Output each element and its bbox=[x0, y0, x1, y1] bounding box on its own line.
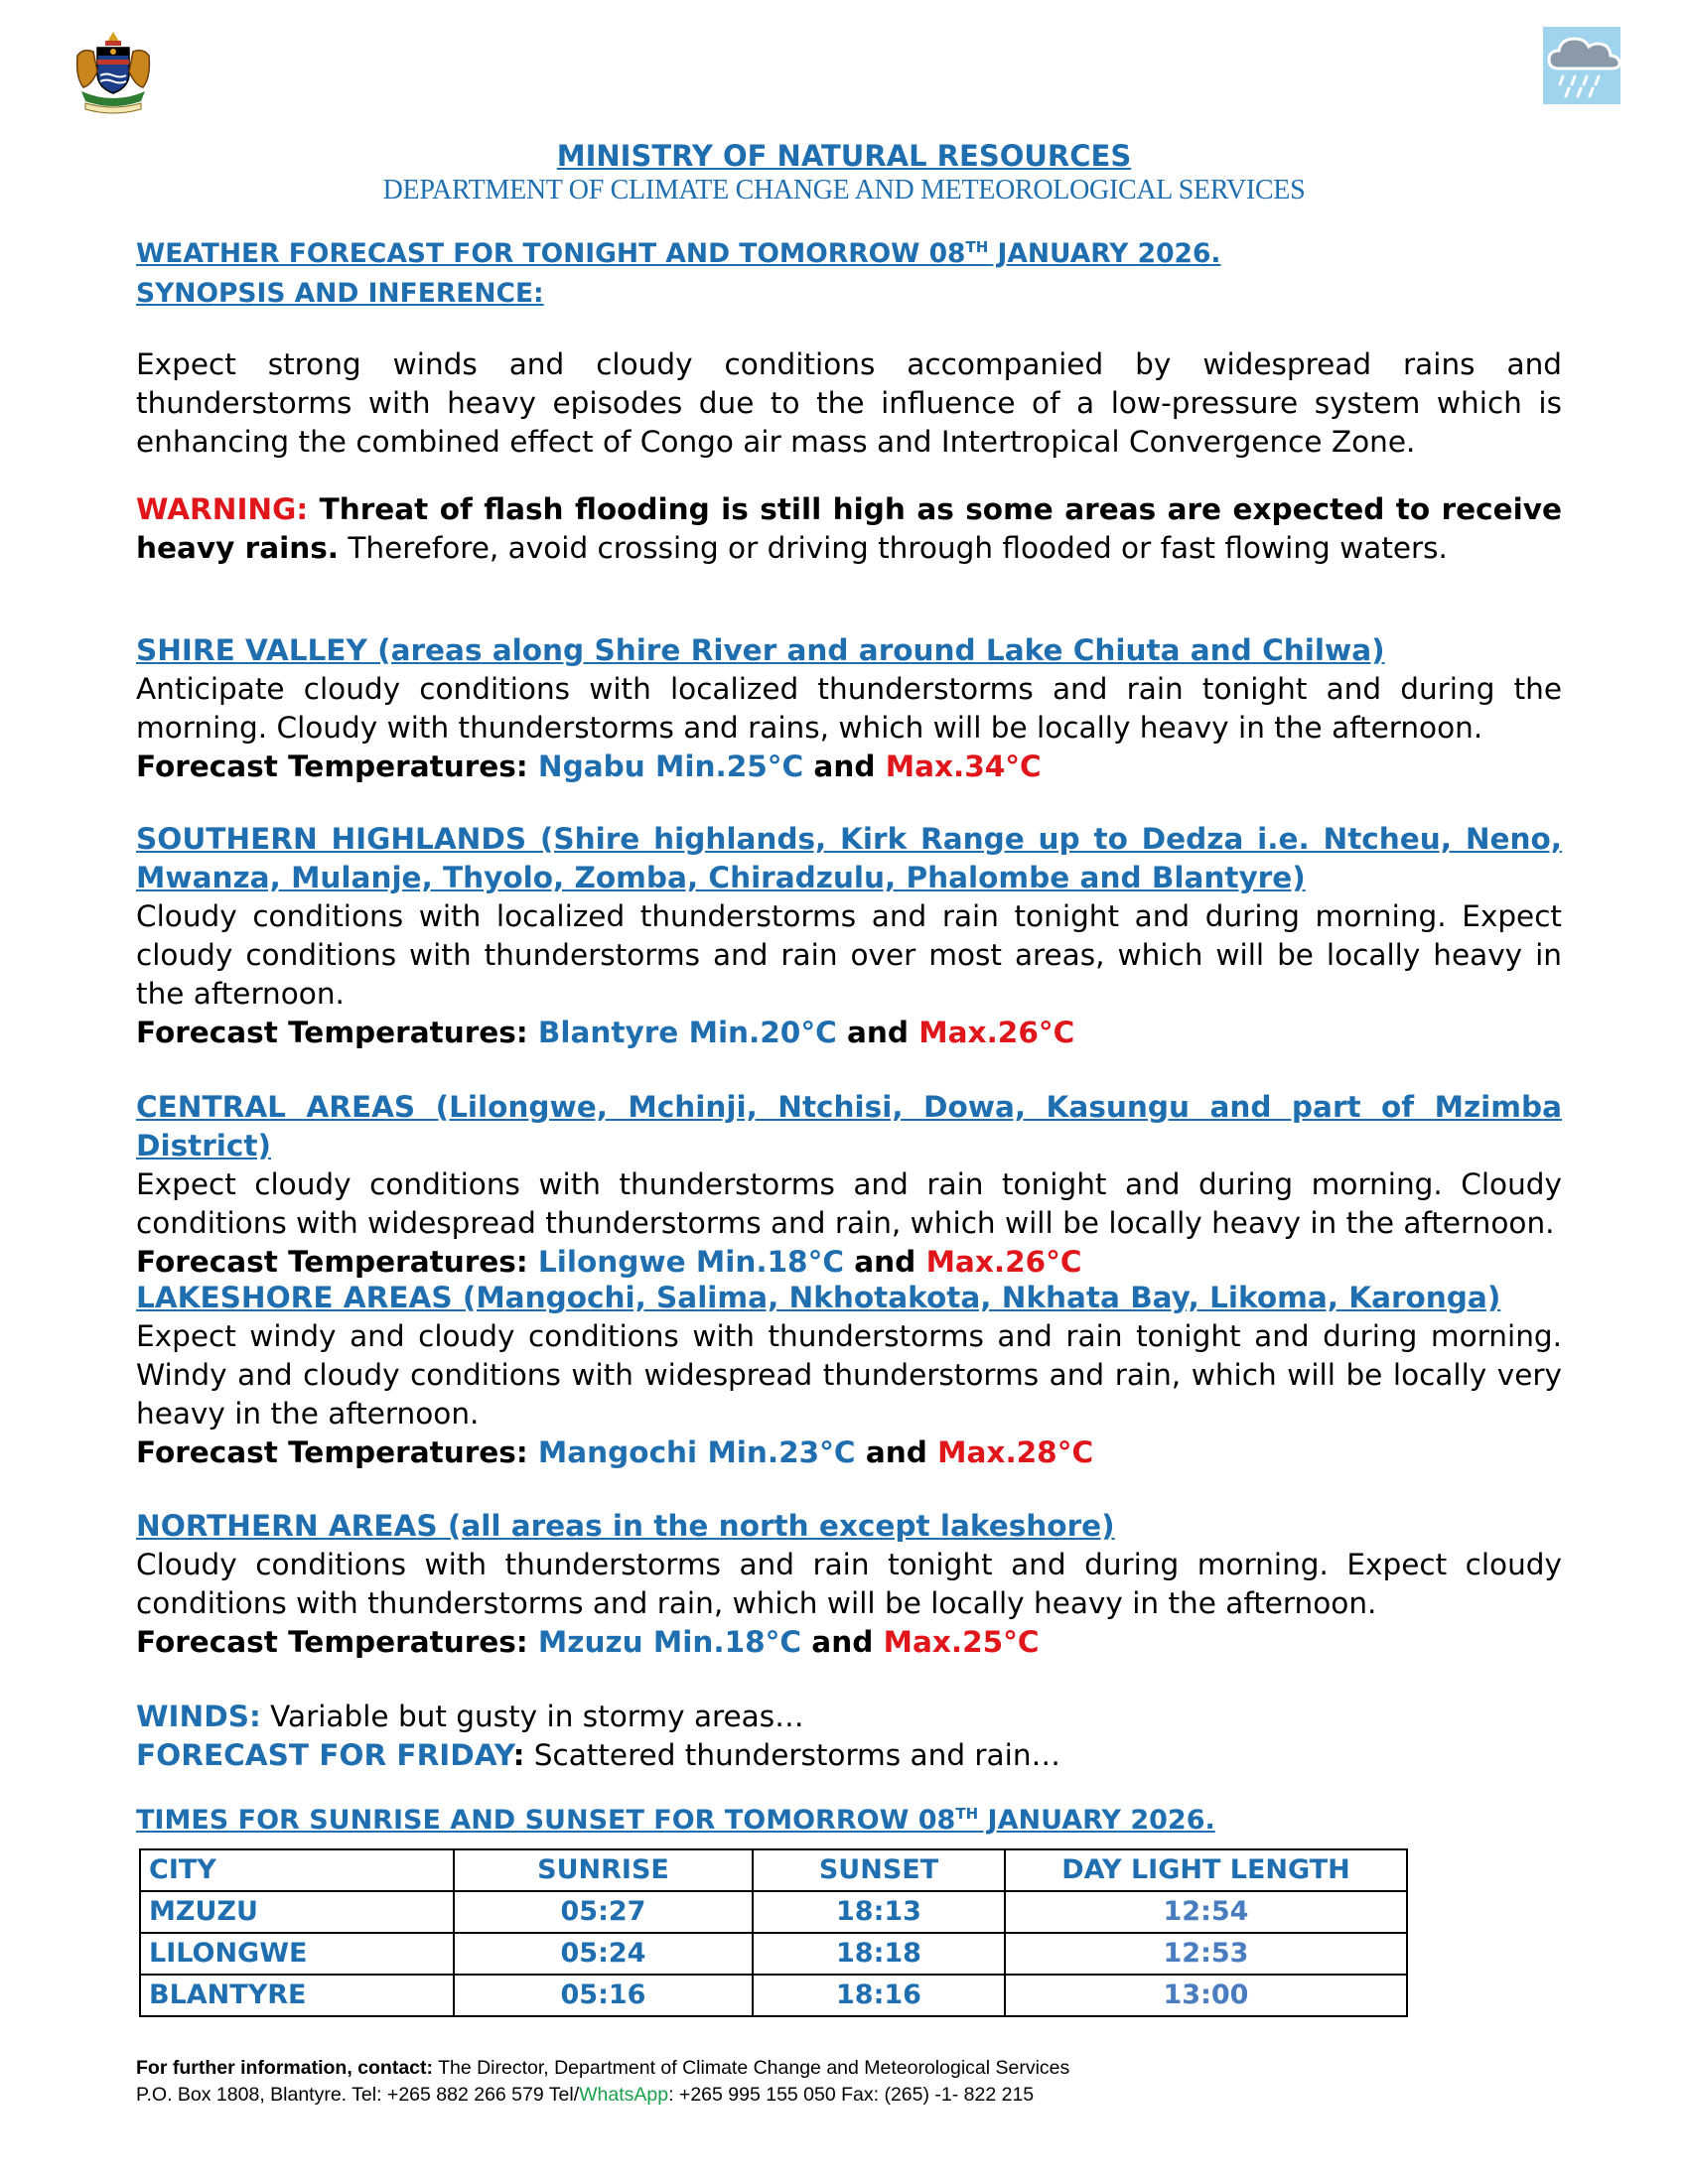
table-cell-sunrise: 05:16 bbox=[454, 1975, 753, 2016]
max-temp: Max.26°C bbox=[925, 1245, 1082, 1279]
table-cell-daylight: 12:53 bbox=[1005, 1933, 1407, 1975]
forecast-temperatures: Forecast Temperatures: Lilongwe Min.18°C and Max.26°C bbox=[136, 1245, 1082, 1279]
table-row bbox=[140, 1933, 1407, 1975]
warning-text: Therefore, avoid crossing or driving through flooded or fast flowing waters. bbox=[338, 531, 1448, 565]
forecast-title: WEATHER FORECAST FOR TONIGHT AND TOMORROW 08TH JANUARY 2026. bbox=[136, 238, 1221, 269]
table-cell-sunrise: 05:24 bbox=[454, 1933, 753, 1975]
min-temp: Mzuzu Min.18°C bbox=[537, 1625, 802, 1659]
synopsis-title: SYNOPSIS AND INFERENCE: bbox=[136, 278, 544, 309]
warning-label: WARNING: bbox=[136, 492, 309, 526]
region-section bbox=[136, 820, 1562, 1052]
region-section bbox=[136, 631, 1562, 786]
min-temp: Ngabu Min.25°C bbox=[537, 750, 804, 783]
department-title: DEPARTMENT OF CLIMATE CHANGE AND METEOROLOGICAL SERVICES bbox=[382, 175, 1306, 205]
winds-label: WINDS: bbox=[136, 1700, 261, 1733]
table-cell-sunset: 18:13 bbox=[753, 1891, 1005, 1933]
table-cell-city: LILONGWE bbox=[140, 1933, 454, 1975]
table-cell-sunrise: 05:27 bbox=[454, 1891, 753, 1933]
table-cell-city: MZUZU bbox=[140, 1891, 454, 1933]
region-text: Expect windy and cloudy conditions with thunderstorms and rain tonight and during morning. Windy and cloudy conditions with widespread thunderstorms and rain, which will be locally very heavy in the afternoon. bbox=[136, 1319, 1562, 1431]
region-title: CENTRAL AREAS (Lilongwe, Mchinji, Ntchisi, Dowa, Kasungu and part of Mzimba District) bbox=[136, 1090, 1562, 1162]
min-temp: Lilongwe Min.18°C bbox=[537, 1245, 844, 1279]
region-title: NORTHERN AREAS (all areas in the north except lakeshore) bbox=[136, 1509, 1115, 1543]
region-title: LAKESHORE AREAS (Mangochi, Salima, Nkhotakota, Nkhata Bay, Likoma, Karonga) bbox=[136, 1281, 1501, 1314]
table-header-sunset: SUNSET bbox=[753, 1849, 1005, 1891]
warning-paragraph bbox=[136, 490, 1562, 568]
max-temp: Max.34°C bbox=[885, 750, 1042, 783]
footer-line-2: P.O. Box 1808, Blantyre. Tel: +265 882 266 579 Tel/WhatsApp: +265 995 155 050 Fax: (265) -1- 822 215 bbox=[136, 2084, 1035, 2106]
friday-forecast-line: FORECAST FOR FRIDAY: Scattered thunderstorms and rain… bbox=[136, 1738, 1061, 1772]
warning-bold-text: Threat of flash flooding is still high as some areas are expected to receive heavy rains. bbox=[136, 492, 1562, 565]
table-header-row bbox=[140, 1849, 1407, 1891]
region-text: Cloudy conditions with localized thunderstorms and rain tonight and during morning. Expect cloudy conditions with thunderstorms and rain over most areas, which will be locally heavy in the afternoon. bbox=[136, 899, 1562, 1011]
region-text: Cloudy conditions with thunderstorms and rain tonight and during morning. Expect cloudy conditions with thunderstorms and rain, which will be locally heavy in the afternoon. bbox=[136, 1548, 1562, 1620]
max-temp: Max.28°C bbox=[937, 1435, 1094, 1469]
table-header-sunrise: SUNRISE bbox=[454, 1849, 753, 1891]
region-title: SHIRE VALLEY (areas along Shire River and around Lake Chiuta and Chilwa) bbox=[136, 633, 1385, 667]
friday-label: FORECAST FOR FRIDAY bbox=[136, 1738, 513, 1772]
winds-line: WINDS: Variable but gusty in stormy areas… bbox=[136, 1700, 804, 1733]
malawi-coat-of-arms-icon bbox=[68, 26, 159, 117]
forecast-temperatures: Forecast Temperatures: Mzuzu Min.18°C and Max.25°C bbox=[136, 1625, 1040, 1659]
sunrise-sunset-table bbox=[139, 1848, 1408, 2017]
region-text: Expect cloudy conditions with thunderstorms and rain tonight and during morning. Cloudy conditions with widespread thunderstorms and rain, which will be locally heavy in the afternoon. bbox=[136, 1167, 1562, 1240]
table-cell-sunset: 18:16 bbox=[753, 1975, 1005, 2016]
table-cell-sunset: 18:18 bbox=[753, 1933, 1005, 1975]
table-header-daylight: DAY LIGHT LENGTH bbox=[1005, 1849, 1407, 1891]
table-row bbox=[140, 1891, 1407, 1933]
table-cell-daylight: 13:00 bbox=[1005, 1975, 1407, 2016]
ministry-title: MINISTRY OF NATURAL RESOURCES bbox=[556, 139, 1132, 173]
max-temp: Max.25°C bbox=[883, 1625, 1040, 1659]
synopsis-text: Expect strong winds and cloudy conditions accompanied by widespread rains and thunderstorms with heavy episodes due to the influence of a low-pressure system which is enhancing the combined effect of Congo air mass and Intertropical Convergence Zone. bbox=[136, 347, 1562, 459]
region-section bbox=[136, 1507, 1562, 1662]
region-text: Anticipate cloudy conditions with localized thunderstorms and rain tonight and during the morning. Cloudy with thunderstorms and rains, which will be locally heavy in the afternoon. bbox=[136, 672, 1562, 745]
forecast-temperatures: Forecast Temperatures: Blantyre Min.20°C and Max.26°C bbox=[136, 1016, 1075, 1049]
region-title: SOUTHERN HIGHLANDS (Shire highlands, Kirk Range up to Dedza i.e. Ntcheu, Neno, Mwanza, Mulanje, Thyolo, Zomba, Chiradzulu, Phalombe and Blantyre) bbox=[136, 822, 1562, 894]
region-section bbox=[136, 1279, 1562, 1472]
table-row bbox=[140, 1975, 1407, 2016]
rain-cloud-icon bbox=[1543, 27, 1620, 104]
max-temp: Max.26°C bbox=[918, 1016, 1075, 1049]
whatsapp-label: WhatsApp bbox=[579, 2084, 669, 2106]
footer-contact bbox=[136, 2055, 1069, 2109]
sun-table-title: TIMES FOR SUNRISE AND SUNSET FOR TOMORROW 08TH JANUARY 2026. bbox=[136, 1805, 1215, 1836]
forecast-temperatures: Forecast Temperatures: Ngabu Min.25°C and Max.34°C bbox=[136, 750, 1042, 783]
forecast-temperatures: Forecast Temperatures: Mangochi Min.23°C and Max.28°C bbox=[136, 1435, 1094, 1469]
region-section bbox=[136, 1088, 1562, 1282]
table-header-city: CITY bbox=[140, 1849, 454, 1891]
footer-line-1: For further information, contact: The Director, Department of Climate Change and Meteorological Services bbox=[136, 2057, 1070, 2079]
min-temp: Blantyre Min.20°C bbox=[537, 1016, 837, 1049]
table-cell-city: BLANTYRE bbox=[140, 1975, 454, 2016]
table-cell-daylight: 12:54 bbox=[1005, 1891, 1407, 1933]
min-temp: Mangochi Min.23°C bbox=[537, 1435, 856, 1469]
